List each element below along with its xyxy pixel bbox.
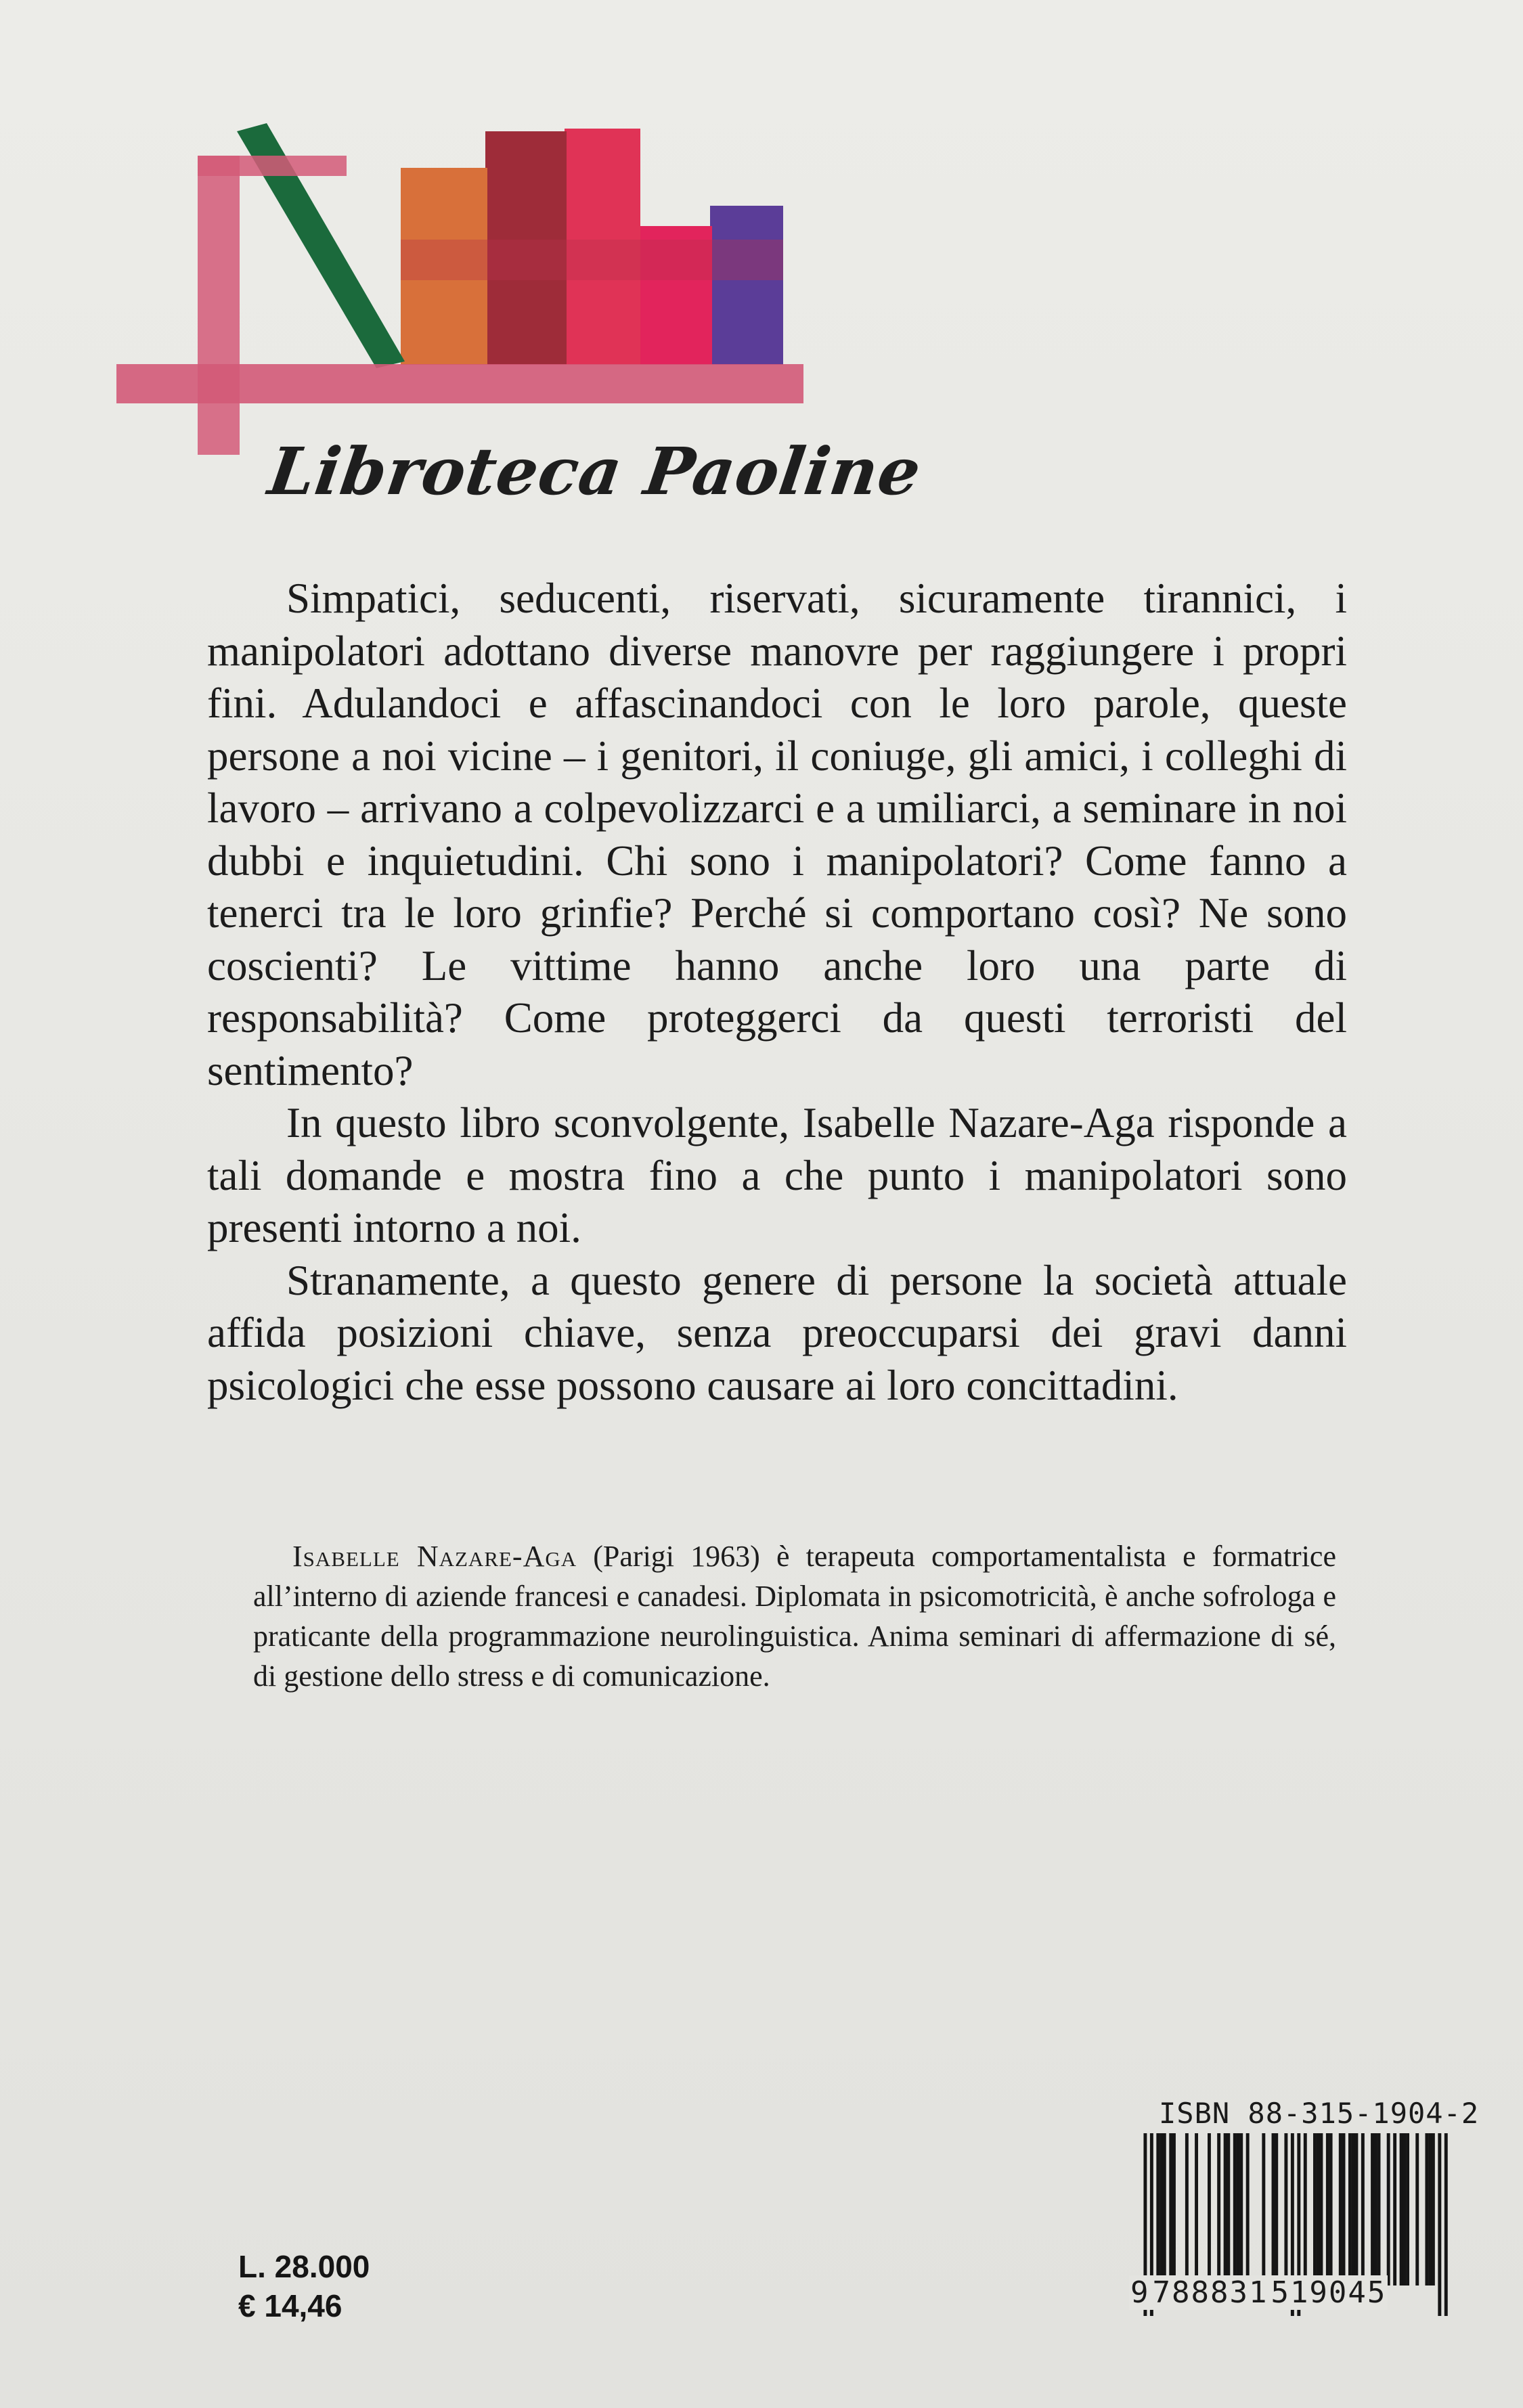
barcode-bar xyxy=(1374,2133,1377,2286)
barcode-bar xyxy=(1432,2133,1435,2286)
barcode-bar xyxy=(1246,2133,1250,2286)
barcode-bar xyxy=(1329,2133,1333,2286)
barcode-bar xyxy=(1156,2133,1160,2286)
barcode-bar xyxy=(1428,2133,1432,2286)
author-bio-paragraph xyxy=(253,1536,1336,1696)
barcode-bar xyxy=(1284,2133,1287,2286)
barcode-bar xyxy=(1195,2133,1198,2286)
barcode-bar xyxy=(1342,2133,1346,2286)
price-block xyxy=(238,2247,370,2325)
barcode-bar xyxy=(1217,2133,1220,2286)
barcode-bar xyxy=(1172,2133,1176,2286)
barcode-bar xyxy=(1313,2133,1317,2286)
bookshelf-logo-icon xyxy=(116,123,807,475)
barcode-bar xyxy=(1393,2133,1396,2286)
purple-book xyxy=(710,206,783,365)
isbn-label: ISBN 88-315-1904-2 xyxy=(1159,2097,1480,2130)
barcode-bar xyxy=(1208,2133,1211,2286)
description-paragraph: Simpatici, seducenti, riservati, sicuramente tirannici, i manipolatori adottano diverse manovre per raggiungere i propri fini. Adulandoci e affascinandoci con le loro parole, queste persone a noi vicine – i genitori, il coniuge, gli amici, i colleghi di lavoro – arrivano a colpevolizzarci e a umiliarci, a seminare in noi dubbi e inquietudini. Chi sono i manipolatori? Come fanno a tenerci tra le loro grinfie? Perché si comportano così? Ne sono coscienti? Le vittime hanno anche loro una parte di responsabilità? Come proteggerci da questi terroristi del sentimento? xyxy=(207,575,1347,1094)
author-name: Isabelle Nazare-Aga xyxy=(292,1540,577,1573)
price-lire: L. 28.000 xyxy=(238,2249,370,2284)
barcode-bar xyxy=(1319,2133,1323,2286)
barcode-bar xyxy=(1348,2133,1352,2286)
description-paragraph: Stranamente, a questo genere di persone la società attuale affida posizioni chiave, senza preoccuparsi dei gravi danni psicologici che esse possono causare ai loro concittadini. xyxy=(207,1256,1347,1409)
brand-name: Libroteca Paoline xyxy=(264,433,926,510)
description-paragraph: In questo libro sconvolgente, Isabelle Nazare-Aga risponde a tali domande e mostra fino a che punto i manipolatori sono presenti intorno a noi. xyxy=(207,1099,1347,1251)
barcode-bar xyxy=(1224,2133,1227,2286)
barcode-bar xyxy=(1406,2133,1409,2286)
barcode-bar xyxy=(1317,2133,1320,2286)
shelf-bar xyxy=(116,364,803,403)
book-band xyxy=(401,240,783,280)
barcode-bar xyxy=(1352,2133,1355,2286)
barcode-bar xyxy=(1415,2133,1419,2286)
barcode-bar xyxy=(1371,2133,1374,2286)
price-euro: € 14,46 xyxy=(238,2288,343,2323)
book-description xyxy=(207,573,1347,1412)
barcode-bar xyxy=(1403,2133,1406,2286)
barcode-bar xyxy=(1377,2133,1381,2286)
barcode-bar xyxy=(1354,2133,1358,2286)
author-bio xyxy=(253,1536,1336,1696)
barcode-digits xyxy=(1129,2275,1461,2310)
ean-right-group: 519045 xyxy=(1271,2275,1387,2310)
barcode-bar xyxy=(1227,2133,1230,2286)
barcode-bar xyxy=(1169,2133,1172,2286)
barcode-bar xyxy=(1400,2133,1403,2286)
barcode-bar xyxy=(1387,2133,1390,2286)
barcode-bar xyxy=(1239,2133,1243,2286)
frame-vertical-bar xyxy=(198,156,240,455)
barcode-bar xyxy=(1339,2133,1342,2286)
barcode-bar xyxy=(1361,2133,1365,2286)
barcode-bar xyxy=(1160,2133,1163,2286)
barcode-bar xyxy=(1262,2133,1265,2286)
barcode-bar xyxy=(1272,2133,1275,2286)
ean-first-digit: 9 xyxy=(1130,2275,1150,2310)
barcode-bar xyxy=(1425,2133,1428,2286)
frame-top-bar xyxy=(198,156,347,176)
barcode-bar xyxy=(1233,2133,1237,2286)
barcode-bar xyxy=(1304,2133,1307,2286)
ean-left-group: 788831 xyxy=(1152,2275,1268,2310)
author-bio-text: (Parigi 1963) è terapeuta comportamentalista e formatrice all’interno di aziende francesi e canadesi. Diplomata in psicomotricità, è anche sofrologa e praticante della programmazione neurolinguistica. Anima seminari di affermazione di sé, di gestione dello stress e di comunicazione. xyxy=(253,1540,1336,1693)
barcode-bar xyxy=(1237,2133,1240,2286)
barcode-bar xyxy=(1185,2133,1189,2286)
barcode-bar xyxy=(1326,2133,1329,2286)
barcode-bar xyxy=(1163,2133,1166,2286)
barcode-bar xyxy=(1275,2133,1278,2286)
